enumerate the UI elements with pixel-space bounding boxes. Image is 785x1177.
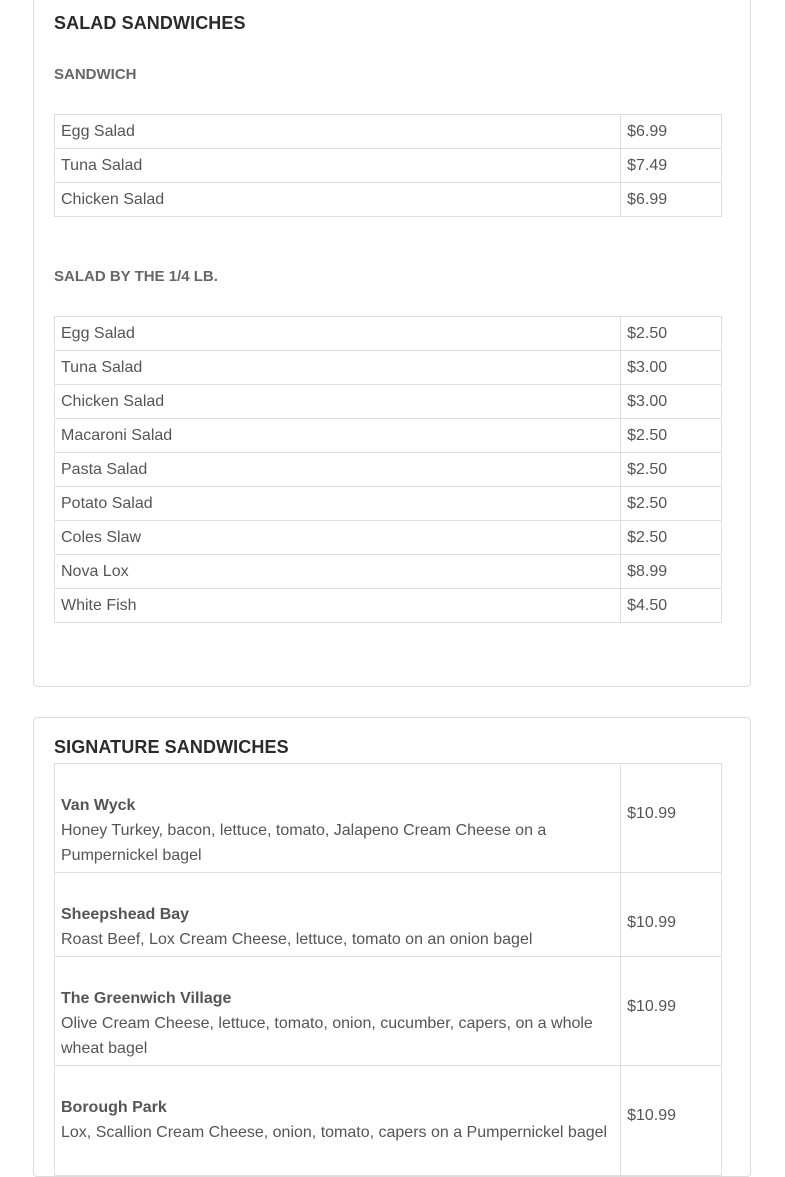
item-price: $8.99 xyxy=(621,555,722,589)
table-row xyxy=(55,521,722,555)
item-price: $10.99 xyxy=(621,873,722,957)
table-row xyxy=(55,149,722,183)
sandwich-price-table xyxy=(54,114,722,217)
table-row xyxy=(55,453,722,487)
table-row xyxy=(55,183,722,217)
salad-sandwiches-card xyxy=(33,0,751,687)
table-row xyxy=(55,764,722,873)
item-price: $3.00 xyxy=(621,351,722,385)
item-name: Borough Park xyxy=(61,1099,167,1116)
table-row xyxy=(55,589,722,623)
item-price: $2.50 xyxy=(621,419,722,453)
item-name: Macaroni Salad xyxy=(55,419,621,453)
item-price: $2.50 xyxy=(621,317,722,351)
item-cell xyxy=(55,764,621,873)
item-price: $3.00 xyxy=(621,385,722,419)
item-price: $10.99 xyxy=(621,957,722,1066)
item-description: Roast Beef, Lox Cream Cheese, lettuce, tomato on an onion bagel xyxy=(61,931,533,948)
item-cell xyxy=(55,957,621,1066)
item-price: $2.50 xyxy=(621,521,722,555)
table-row xyxy=(55,873,722,957)
table-row xyxy=(55,487,722,521)
salad-sandwiches-title: SALAD SANDWICHES xyxy=(54,13,246,33)
table-row xyxy=(55,419,722,453)
signature-sandwiches-title: SIGNATURE SANDWICHES xyxy=(54,737,289,757)
item-description: Lox, Scallion Cream Cheese, onion, tomato, capers on a Pumpernickel bagel xyxy=(61,1124,608,1141)
sandwich-subtitle: SANDWICH xyxy=(54,66,137,83)
table-row xyxy=(55,1066,722,1176)
item-cell xyxy=(55,873,621,957)
table-row xyxy=(55,385,722,419)
item-name: Pasta Salad xyxy=(55,453,621,487)
signature-sandwiches-card xyxy=(33,717,751,1177)
item-name: Sheepshead Bay xyxy=(61,906,190,923)
item-description: Olive Cream Cheese, lettuce, tomato, onion, cucumber, capers, on a whole wheat bagel xyxy=(61,1015,593,1057)
item-name: Egg Salad xyxy=(55,115,621,149)
salad-by-lb-price-table xyxy=(54,316,722,623)
item-name: Chicken Salad xyxy=(55,385,621,419)
item-price: $6.99 xyxy=(621,183,722,217)
item-price: $7.49 xyxy=(621,149,722,183)
item-price: $10.99 xyxy=(621,1066,722,1176)
item-name: Van Wyck xyxy=(61,797,136,814)
item-price: $2.50 xyxy=(621,487,722,521)
item-name: Potato Salad xyxy=(55,487,621,521)
item-name: Coles Slaw xyxy=(55,521,621,555)
table-row xyxy=(55,351,722,385)
item-name: The Greenwich Village xyxy=(61,990,232,1007)
item-name: Nova Lox xyxy=(55,555,621,589)
item-name: White Fish xyxy=(55,589,621,623)
table-row xyxy=(55,115,722,149)
item-name: Tuna Salad xyxy=(55,351,621,385)
item-price: $10.99 xyxy=(621,764,722,873)
table-row xyxy=(55,555,722,589)
table-row xyxy=(55,317,722,351)
item-name: Egg Salad xyxy=(55,317,621,351)
item-price: $4.50 xyxy=(621,589,722,623)
signature-price-table xyxy=(54,763,722,1176)
salad-by-quarter-lb-subtitle: SALAD BY THE 1/4 LB. xyxy=(54,268,218,285)
item-cell xyxy=(55,1066,621,1176)
item-price: $6.99 xyxy=(621,115,722,149)
item-name: Chicken Salad xyxy=(55,183,621,217)
table-row xyxy=(55,957,722,1066)
item-description: Honey Turkey, bacon, lettuce, tomato, Jalapeno Cream Cheese on a Pumpernickel bagel xyxy=(61,822,547,864)
item-price: $2.50 xyxy=(621,453,722,487)
item-name: Tuna Salad xyxy=(55,149,621,183)
